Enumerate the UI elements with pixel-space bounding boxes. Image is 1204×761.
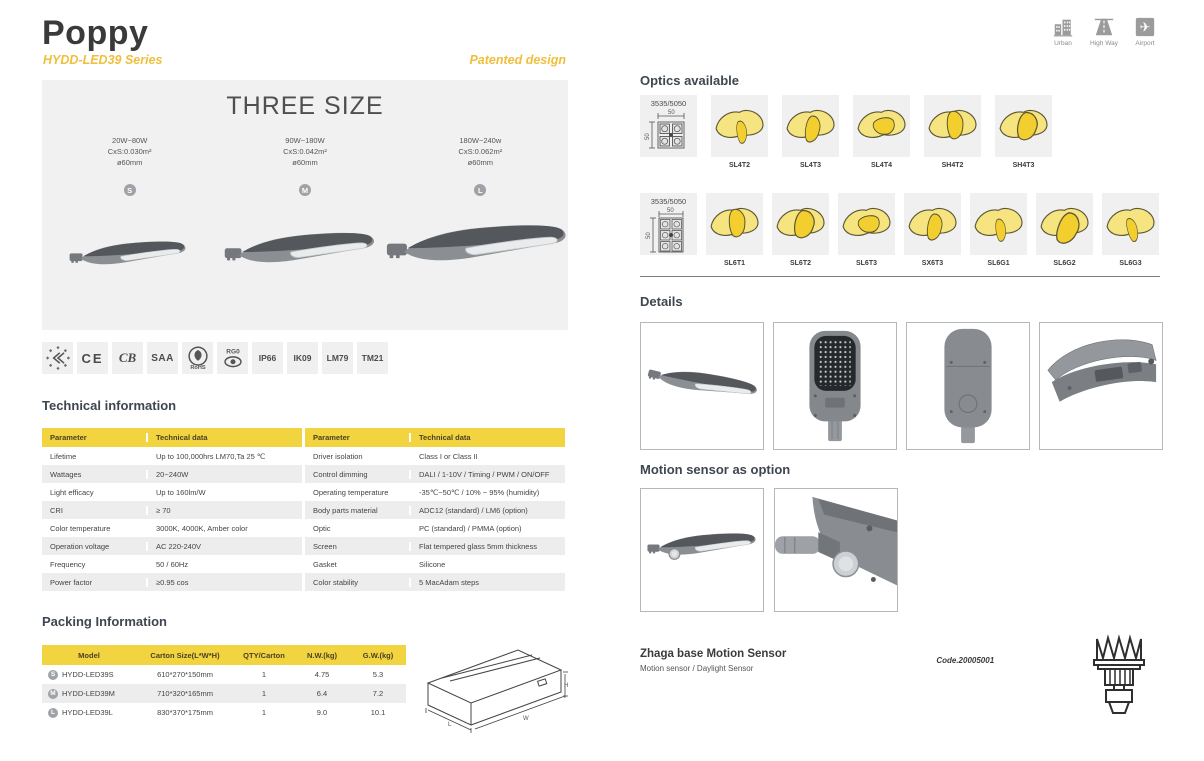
zhaga-code: Code.20005001 [936,656,995,665]
application-airport [1130,16,1160,47]
optic-label: SX6T3 [921,260,944,267]
svg-text:50: 50 [666,208,674,214]
saa-mark: SAA [147,342,178,374]
table-row: Power factor ≥0.95 cos [42,573,302,591]
highway-icon [1093,16,1115,38]
watt-range: 90W~180W [285,136,325,145]
table-header-row [42,428,302,447]
motion-photos [640,488,898,612]
zhaga-title: Zhaga base Motion Sensor [640,648,787,660]
optics-row-1 [640,95,1052,169]
technical-table [42,428,565,591]
optic-pattern-image [853,95,910,157]
ce-mark: CE [77,342,108,374]
optic-label: SH4T3 [1012,162,1035,169]
optic-label: SH4T2 [941,162,964,169]
table-row: Light efficacy Up to 160lm/W [42,483,302,501]
optic-label: SL4T4 [870,162,892,169]
table-row: Color temperature 3000K, 4000K, Amber color [42,519,302,537]
application-label: Airport [1135,40,1155,47]
diameter-value: ø60mm [467,158,494,167]
zhaga-sensor-diagram [1086,634,1152,731]
optic-pattern-image [772,193,829,255]
details-photos [640,322,1163,450]
motion-photo-closeup [774,488,898,612]
column-header: Parameter [313,433,350,442]
size-spec-m [217,135,392,168]
packing-table [42,645,406,722]
optic-cell [711,95,768,169]
table-row: Lifetime Up to 100,000hrs LM70,Ta 25 ℃ [42,447,302,465]
watt-range: 20W~80W [112,136,148,145]
svg-text:50: 50 [644,133,651,140]
size-badge: S [48,670,58,680]
table-row: S HYDD-LED39S 610*270*150mm 1 4.75 5.3 [42,665,406,684]
size-badge-l: L [474,184,486,196]
cxs-value: CxS:0.062m² [458,147,503,156]
optic-pattern-image [1102,193,1159,255]
technical-table-left [42,428,302,591]
svg-text:✈: ✈ [1139,19,1151,35]
column-header: Model [78,650,100,660]
cxs-value: CxS:0.042m² [283,147,327,156]
column-header: Technical data [146,433,302,442]
led-module-diagram-4chip [641,108,697,158]
application-label: High Way [1090,40,1118,47]
details-section-title: Details [640,294,683,309]
svg-text:50: 50 [645,232,652,239]
optic-pattern-image [995,95,1052,157]
application-urban [1048,16,1078,47]
zhaga-section [640,648,1160,731]
table-row: Optic PC (standard) / PMMA (option) [305,519,565,537]
ip66-rating: IP66 [252,342,283,374]
cxs-value: CxS:0.030m² [107,147,152,156]
optic-pattern-image [970,193,1027,255]
lm79-standard: LM79 [322,342,353,374]
detail-photo-angled [640,322,764,450]
svg-text:RoHS: RoHS [189,365,206,372]
lamp-images [42,206,568,272]
optic-cell [772,193,829,267]
optic-pattern-image [904,193,961,255]
optic-cell [1036,193,1093,267]
technical-section-title: Technical information [42,398,177,413]
size-spec-s [42,135,217,168]
optic-label: SL6T1 [723,260,745,267]
table-header-row [42,645,406,665]
table-row: Body parts material ADC12 (standard) / LM6 (option) [305,501,565,519]
optic-cell [970,193,1027,267]
cb-mark: CB [112,342,143,374]
table-row: CRI ≥ 70 [42,501,302,519]
table-row: Operating temperature -35℃~50℃ / 10% ~ 95% (humidity) [305,483,565,501]
detail-photo-back [906,322,1030,450]
series-subtitle: HYDD-LED39 Series [43,53,163,67]
table-row: Wattages 20~240W [42,465,302,483]
optic-pattern-image [711,95,768,157]
technical-table-right [305,428,565,591]
model-name: HYDD-LED39L [62,708,113,717]
led-module-box [640,193,697,255]
carton-diagram [418,638,568,741]
rg0-photobio-icon [217,342,248,374]
size-badges [42,184,568,196]
svg-text:50: 50 [667,110,675,116]
packing-section-title: Packing Information [42,614,167,629]
svg-text:H: H [564,683,568,689]
three-size-title: THREE SIZE [226,92,384,120]
urban-icon [1052,16,1074,38]
size-badge-s: S [124,184,136,196]
motion-section-title: Motion sensor as option [640,462,791,477]
table-row: L HYDD-LED39L 830*370*175mm 1 9.0 10.1 [42,703,406,722]
page-title: Poppy [42,14,149,52]
application-label: Urban [1054,40,1072,47]
optic-pattern-image [838,193,895,255]
size-badge: M [48,689,58,699]
zhaga-subtitle: Motion sensor / Daylight Sensor [640,664,754,673]
column-header: QTY/Carton [243,650,285,660]
column-header: Carton Size(L*W*H) [150,650,220,660]
optic-pattern-image [1036,193,1093,255]
application-icons [1048,16,1160,47]
optic-pattern-image [924,95,981,157]
table-header-row [305,428,565,447]
optic-label: SL6G1 [987,260,1010,267]
size-spec-l [393,135,568,168]
optic-cell [1102,193,1159,267]
lamp-medium-image [224,226,376,272]
optic-cell [995,95,1052,169]
diameter-value: ø60mm [292,158,318,167]
airport-icon [1134,16,1156,38]
section-divider [640,276,1160,277]
size-badge: L [48,708,58,718]
optic-cell [706,193,763,267]
optic-label: SL4T3 [799,162,821,169]
table-row: Control dimming DALI / 1-10V / Timing / PWM / ON/OFF [305,465,565,483]
led-module-cell [640,95,697,169]
column-header: Parameter [50,433,87,442]
optic-pattern-image [782,95,839,157]
led-module-box [640,95,697,157]
module-name: 3535/5050 [650,99,687,108]
column-header: N.W.(kg) [307,650,337,660]
optic-cell [853,95,910,169]
table-row: Color stability 5 MacAdam steps [305,573,565,591]
rohs-icon [182,342,213,374]
optic-pattern-image [706,193,763,255]
enec-star-cert-icon [42,342,73,374]
table-row: Frequency 50 / 60Hz [42,555,302,573]
size-badge-m: M [299,184,311,196]
table-row: M HYDD-LED39M 710*320*165mm 1 6.4 7.2 [42,684,406,703]
optic-cell [924,95,981,169]
table-row: Gasket Silicone [305,555,565,573]
module-name: 3535/5050 [650,197,687,206]
optics-row-2 [640,193,1159,267]
detail-photo-front [773,322,897,450]
detail-photo-open [1039,322,1163,450]
table-row: Driver isolation Class I or Class II [305,447,565,465]
svg-text:RG0: RG0 [225,348,240,356]
optic-label: SL6G3 [1119,260,1142,267]
led-module-diagram-6chip [641,206,697,256]
optic-cell [838,193,895,267]
column-header: G.W.(kg) [362,650,394,660]
motion-photo-lamp [640,488,764,612]
patented-design-label: Patented design [469,53,566,67]
application-highway [1089,16,1119,47]
optic-cell [782,95,839,169]
tm21-standard: TM21 [357,342,388,374]
optics-section-title: Optics available [640,73,739,88]
lamp-small-image [69,236,187,272]
model-name: HYDD-LED39M [62,689,115,698]
table-row: Operation voltage AC 220-240V [42,537,302,555]
certification-row [42,342,388,374]
led-module-cell [640,193,697,267]
watt-range: 180W~240w [459,136,502,145]
table-row: Screen Flat tempered glass 5mm thickness [305,537,565,555]
svg-text:W: W [523,716,529,722]
optic-label: SL6T3 [855,260,877,267]
size-specs [42,135,568,168]
zhaga-text-block [640,648,786,731]
lamp-large-image [386,217,568,272]
three-size-panel [42,80,568,330]
optic-cell [904,193,961,267]
ik09-rating: IK09 [287,342,318,374]
optic-label: SL6T2 [789,260,811,267]
optic-label: SL6G2 [1053,260,1076,267]
column-header: Technical data [409,433,565,442]
svg-text:L: L [448,722,452,728]
model-name: HYDD-LED39S [62,670,114,679]
optic-label: SL4T2 [728,162,750,169]
diameter-value: ø60mm [116,158,143,167]
